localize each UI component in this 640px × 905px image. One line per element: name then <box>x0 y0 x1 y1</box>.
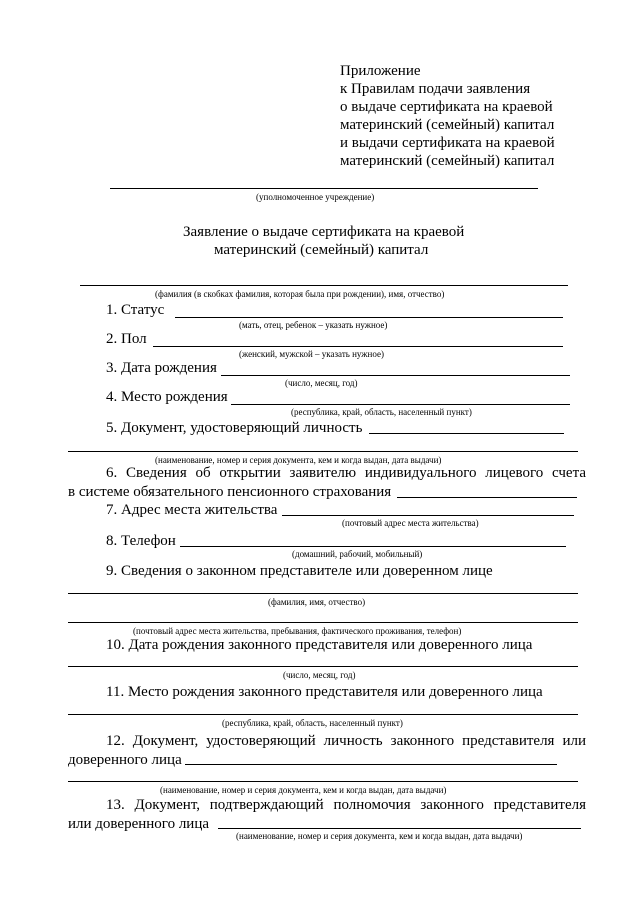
institution-line[interactable] <box>110 188 538 189</box>
field-6-line[interactable] <box>397 497 577 498</box>
appendix-line-1: Приложение <box>340 63 421 79</box>
field-6-line-1: 6. Сведения об открытии заявителю индивидуального лицевого счета <box>106 465 586 481</box>
field-3-label: 3. Дата рождения <box>106 360 217 376</box>
field-1-line[interactable] <box>175 317 563 318</box>
field-13-caption: (наименование, номер и серия документа, кем и когда выдан, дата выдачи) <box>236 831 523 841</box>
field-10-line[interactable] <box>68 666 578 667</box>
field-9-caption-2: (почтовый адрес места жительства, пребывания, фактического проживания, телефон) <box>133 626 462 636</box>
appendix-line-5: и выдачи сертификата на краевой <box>340 135 555 151</box>
appendix-line-4: материнский (семейный) капитал <box>340 117 555 133</box>
field-4-line[interactable] <box>231 404 570 405</box>
field-13-line-2: или доверенного лица <box>68 816 210 832</box>
field-10-label: 10. Дата рождения законного представителя или доверенного лица <box>106 637 533 653</box>
field-5-line-2[interactable] <box>68 451 578 452</box>
field-12-caption: (наименование, номер и серия документа, кем и когда выдан, дата выдачи) <box>160 785 447 795</box>
field-5-label: 5. Документ, удостоверяющий личность <box>106 420 363 436</box>
field-8-line[interactable] <box>180 546 566 547</box>
field-12-line-1: 12. Документ, удостоверяющий личность законного представителя или <box>106 733 586 749</box>
institution-caption: (уполномоченное учреждение) <box>256 192 375 202</box>
field-5-caption: (наименование, номер и серия документа, кем и когда выдан, дата выдачи) <box>155 455 442 465</box>
form-title-line-2: материнский (семейный) капитал <box>214 242 429 258</box>
field-11-caption: (республика, край, область, населенный пункт) <box>222 718 403 728</box>
field-3-caption: (число, месяц, год) <box>285 378 358 388</box>
field-9-caption-1: (фамилия, имя, отчество) <box>268 597 366 607</box>
field-9-line-2[interactable] <box>68 622 578 623</box>
appendix-line-3: о выдаче сертификата на краевой <box>340 99 553 115</box>
field-3-line[interactable] <box>221 375 570 376</box>
fio-caption: (фамилия (в скобках фамилия, которая была при рождении), имя, отчество) <box>155 289 445 299</box>
field-12-line-b[interactable] <box>68 781 578 782</box>
field-13-line[interactable] <box>218 828 581 829</box>
field-11-label: 11. Место рождения законного представителя или доверенного лица <box>106 684 543 700</box>
field-7-line[interactable] <box>282 515 574 516</box>
field-8-caption: (домашний, рабочий, мобильный) <box>292 549 423 559</box>
field-8-label: 8. Телефон <box>106 533 176 549</box>
field-2-label: 2. Пол <box>106 331 147 347</box>
field-1-caption: (мать, отец, ребенок – указать нужное) <box>239 320 388 330</box>
field-11-line[interactable] <box>68 714 578 715</box>
field-9-line-1[interactable] <box>68 593 578 594</box>
field-6-line-2: в системе обязательного пенсионного страхования <box>68 484 392 500</box>
field-13-line-1: 13. Документ, подтверждающий полномочия законного представителя <box>106 797 586 813</box>
field-9-label: 9. Сведения о законном представителе или доверенном лице <box>106 563 493 579</box>
field-1-label: 1. Статус <box>106 302 165 318</box>
field-4-label: 4. Место рождения <box>106 389 228 405</box>
fio-line[interactable] <box>80 285 568 286</box>
field-7-label: 7. Адрес места жительства <box>106 502 278 518</box>
field-12-line-a[interactable] <box>185 764 557 765</box>
field-12-line-2: доверенного лица <box>68 752 182 768</box>
field-10-caption: (число, месяц, год) <box>283 670 356 680</box>
field-5-line-1[interactable] <box>369 433 564 434</box>
form-title-line-1: Заявление о выдаче сертификата на краевой <box>183 224 465 240</box>
field-2-caption: (женский, мужской – указать нужное) <box>239 349 384 359</box>
field-2-line[interactable] <box>153 346 563 347</box>
field-7-caption: (почтовый адрес места жительства) <box>342 518 479 528</box>
field-4-caption: (республика, край, область, населенный пункт) <box>291 407 472 417</box>
appendix-line-6: материнский (семейный) капитал <box>340 153 555 169</box>
appendix-line-2: к Правилам подачи заявления <box>340 81 531 97</box>
